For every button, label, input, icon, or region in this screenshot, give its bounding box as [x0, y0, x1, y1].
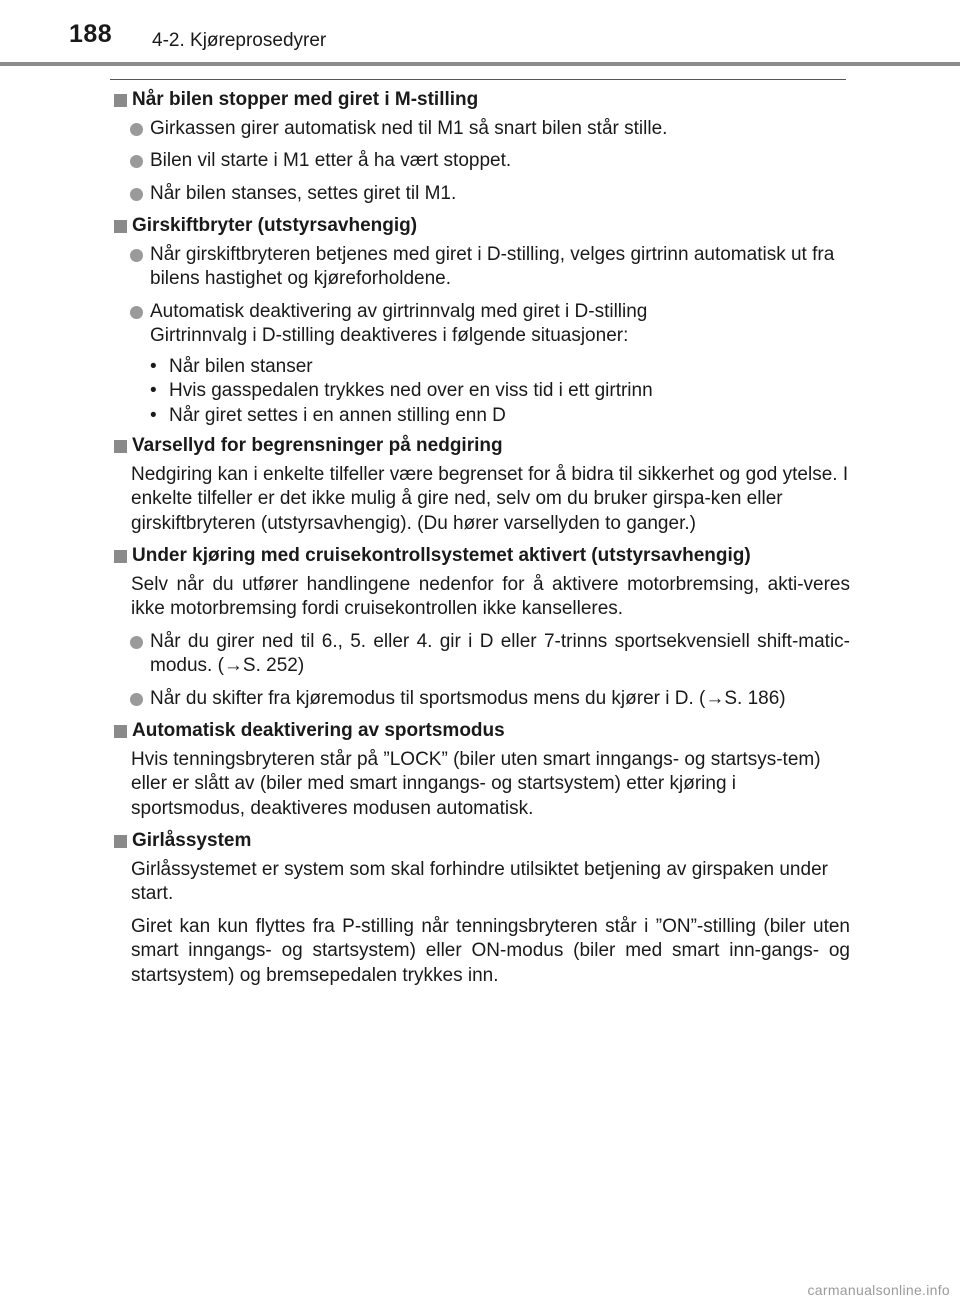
sub-item: • Hvis gasspedalen trykkes ned over en viss tid i ett girtrinn	[150, 380, 653, 401]
watermark: carmanualsonline.info	[807, 1282, 950, 1298]
bullet-dot-icon	[130, 123, 143, 136]
page-header	[0, 0, 960, 64]
bullet-dot-icon	[130, 249, 143, 262]
paragraph: Hvis tenningsbryteren står på ”LOCK” (biler uten smart inngangs- og startsys-tem) eller er slått av (biler med smart inngangs- og startsystem) etter kjøring i sportsmodus, deaktiveres modusen automatisk.	[131, 748, 821, 819]
section-heading: Når bilen stopper med giret i M-stilling	[110, 88, 850, 113]
square-marker-icon	[114, 725, 127, 738]
sub-item: • Når giret settes i en annen stilling enn D	[150, 404, 506, 426]
square-marker-icon	[114, 440, 127, 453]
section-cruisekontroll	[110, 544, 850, 711]
bullet-item: Girkassen girer automatisk ned til M1 så snart bilen står stille.	[110, 117, 850, 142]
section-heading: Girlåssystem	[110, 829, 850, 854]
content	[110, 88, 850, 992]
bullet-item: Når du girer ned til 6., 5. eller 4. gir i D eller 7-trinns sportsekvensiell shift-matic-modus. (→S. 252)	[110, 630, 850, 679]
section-m-stilling	[110, 88, 850, 206]
square-marker-icon	[114, 94, 127, 107]
paragraph: Nedgiring kan i enkelte tilfeller være begrenset for å bidra til sikkerhet og god ytelse. I enkelte tilfeller er det ikke mulig å gire ned, selv om du bruker girspa-ken eller girskiftbryteren (utstyrsavhengig). (Du hører varsellyden to ganger.)	[131, 463, 849, 534]
bullet-dot-icon	[130, 188, 143, 201]
bullet-item: Bilen vil starte i M1 etter å ha vært stoppet.	[110, 149, 850, 174]
bullet-item: Automatisk deaktivering av girtrinnvalg med giret i D-stilling Girtrinnvalg i D-stilling deaktiveres i følgende situasjoner:	[110, 300, 850, 349]
section-girlassystem	[110, 829, 850, 988]
section-sportsmodus	[110, 719, 850, 821]
section-heading: Under kjøring med cruisekontrollsystemet aktivert (utstyrsavhengig)	[110, 544, 850, 569]
bullet-dot-icon	[130, 693, 143, 706]
bullet-dot-icon	[130, 155, 143, 168]
square-marker-icon	[114, 550, 127, 563]
sub-item: • Når bilen stanser	[150, 355, 313, 377]
bullet-dot-icon	[130, 306, 143, 319]
page-number: 188	[69, 20, 113, 48]
paragraph: Giret kan kun flyttes fra P-stilling når tenningsbryteren står i ”ON”-stilling (biler uten smart inngangs- og startsystem) eller ON-modus (biler med smart inn-gangs- og startsystem) og bremsepedalen trykkes inn.	[131, 915, 850, 986]
bullet-dot-icon	[130, 636, 143, 649]
section-heading: Varsellyd for begrensninger på nedgiring	[110, 434, 850, 459]
header-bar	[0, 62, 960, 66]
paragraph: Selv når du utfører handlingene nedenfor for å aktivere motorbremsing, akti-veres ikke motorbremsing fordi cruisekontrollen ikke kanselleres.	[131, 573, 850, 619]
section-varsellyd	[110, 434, 850, 536]
paragraph: Girlåssystemet er system som skal forhindre utilsiktet betjening av girspaken under start.	[131, 858, 828, 904]
section-heading: Automatisk deaktivering av sportsmodus	[110, 719, 850, 744]
section-heading: Girskiftbryter (utstyrsavhengig)	[110, 214, 850, 239]
top-rule	[110, 79, 846, 80]
bullet-item: Når girskiftbryteren betjenes med giret i D-stilling, velges girtrinn automatisk ut fra bilens hastighet og kjøreforholdene.	[110, 243, 850, 292]
bullet-item: Når bilen stanses, settes giret til M1.	[110, 182, 850, 207]
square-marker-icon	[114, 220, 127, 233]
bullet-item: Når du skifter fra kjøremodus til sportsmodus mens du kjører i D. (→S. 186)	[110, 687, 850, 712]
section-girskiftbryter	[110, 214, 850, 428]
square-marker-icon	[114, 835, 127, 848]
section-title: 4-2. Kjøreprosedyrer	[152, 30, 327, 51]
